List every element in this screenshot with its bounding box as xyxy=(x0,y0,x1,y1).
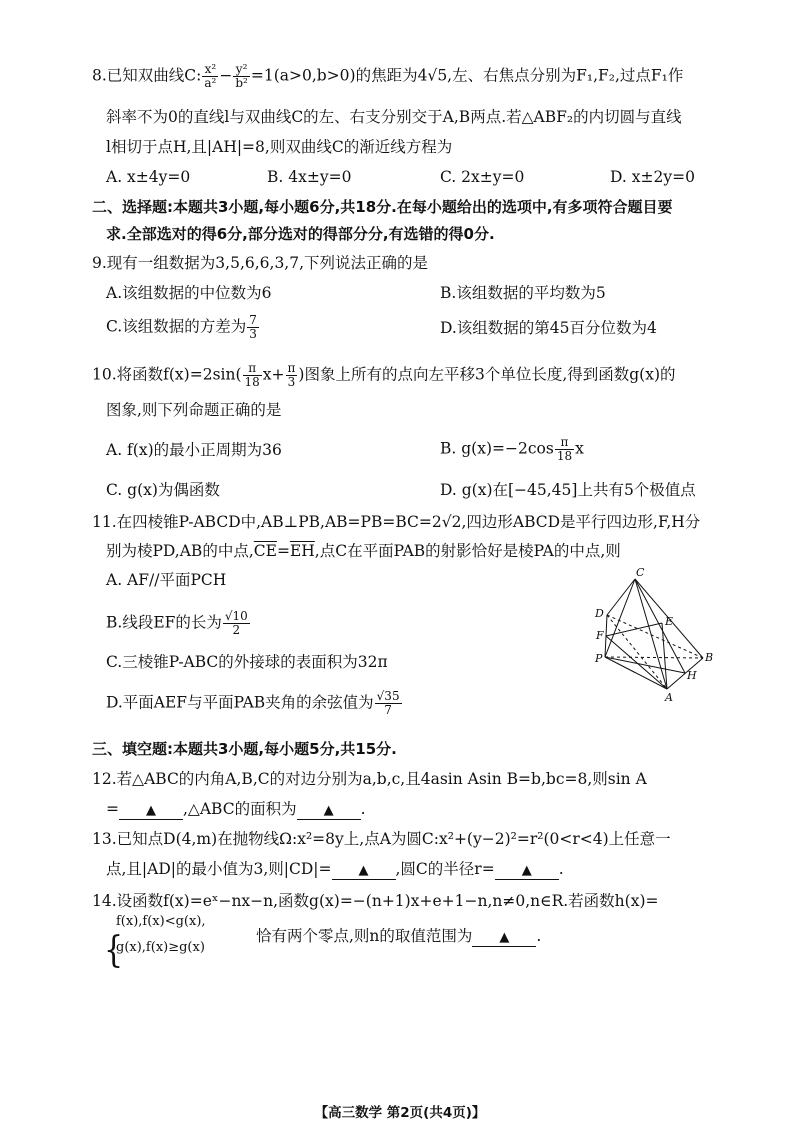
edge-CD xyxy=(607,579,635,615)
q10-option-d: D. g(x)在[−45,45]上共有5个极值点 xyxy=(440,481,696,499)
q8-line2: 斜率不为0的直线l与双曲线C的左、右支分别交于A,B两点.若△ABF₂的内切圆与直线 xyxy=(106,108,682,126)
q11-line1: 11.在四棱锥P-ABCD中,AB⊥PB,AB=PB=BC=2√2,四边形ABCD是平行四边形,F,H分 xyxy=(92,513,701,531)
q9-option-b: B.该组数据的平均数为5 xyxy=(440,284,606,302)
edge-CA xyxy=(635,579,667,689)
label-H: H xyxy=(687,669,697,682)
pyramid-figure xyxy=(585,565,725,705)
q8-option-b: B. 4x±y=0 xyxy=(267,168,352,186)
q8-frac-y: $\frac{\text{y²}}{\text{b²}}$ xyxy=(235,62,248,90)
edge-DA-hidden xyxy=(607,615,667,689)
q14-blank-1: ▲ xyxy=(472,930,536,947)
section3-heading: 三、填空题:本题共3小题,每小题5分,共15分. xyxy=(92,740,397,758)
q8-frac-x: $\frac{\text{x²}}{\text{a²}}$ xyxy=(204,62,217,90)
q14-piece-1: f(x),f(x)<g(x), xyxy=(116,914,206,929)
q14-piece-2: g(x),f(x)≥g(x) xyxy=(116,940,205,955)
label-E: E xyxy=(665,615,674,628)
page-footer: 【高三数学 第2页(共4页)】 xyxy=(314,1105,486,1121)
q11-option-b: B.线段EF的长为 $\frac{√10}{2}$ xyxy=(106,609,248,637)
q11-line2: 别为棱PD,AB的中点$,\overline{CE}=\overline{EH}$,点C在平面PAB的射影恰好是棱PA的中点,则 xyxy=(106,542,621,560)
edge-PB-hidden xyxy=(605,657,703,658)
section2-heading-line1: 二、选择题:本题共3小题,每小题6分,共18分.在每小题给出的选项中,有多项符合题目要 xyxy=(92,198,673,216)
label-C: C xyxy=(636,566,645,579)
q10-option-b: B. g(x)=−2cos $\frac{\pi}{18}$ x xyxy=(440,435,584,463)
q14-piecewise xyxy=(116,914,206,956)
label-D: D xyxy=(595,607,604,620)
q8-line1: 8.已知双曲线C: $\frac{\text{x²}}{\text{a²}}$ − $\frac{\text{y²}}{\text{b²}}$ =1(a>0,b>0)的焦距为4√5,左、右焦点分别为F₁,F₂,过点F₁作 xyxy=(92,62,684,90)
section2-heading-line2: 求.全部选对的得6分,部分选对的得部分分,有选错的得0分. xyxy=(106,225,495,243)
edge-FE xyxy=(606,623,662,636)
q11-option-c: C.三棱锥P-ABC的外接球的表面积为32π xyxy=(106,653,388,671)
edge-DB-hidden xyxy=(607,615,703,658)
edge-CP xyxy=(605,579,635,657)
q8-option-d: D. x±2y=0 xyxy=(610,168,695,186)
label-P: P xyxy=(595,652,603,665)
q14-line1: 14.设函数f(x)=eˣ−nx−n,函数g(x)=−(n+1)x+e+1−n,n≠0,n∈R.若函数h(x)= xyxy=(92,892,659,910)
q8-line3: l相切于点H,且|AH|=8,则双曲线C的渐近线方程为 xyxy=(106,138,453,156)
q8-option-c: C. 2x±y=0 xyxy=(440,168,525,186)
edge-PH xyxy=(605,657,685,673)
q9-option-a: A.该组数据的中位数为6 xyxy=(106,284,272,302)
q12-line1: 12.若△ABC的内角A,B,C的对边分别为a,b,c,且4asin Asin B=b,bc=8,则sin A xyxy=(92,770,647,788)
q8-option-a: A. x±4y=0 xyxy=(106,168,191,186)
q13-line2: 点,且|AD|的最小值为3,则|CD|= ▲ ,圆C的半径r= ▲ . xyxy=(106,860,564,878)
label-A: A xyxy=(665,691,673,704)
q13-line1: 13.已知点D(4,m)在抛物线Ω:x²=8y上,点A为圆C:x²+(y−2)²=r²(0<r<4)上任意一 xyxy=(92,830,671,848)
q12-line2: = ▲ ,△ABC的面积为 ▲ . xyxy=(106,800,366,818)
q10-option-a: A. f(x)的最小正周期为36 xyxy=(106,441,282,459)
q13-blank-2: ▲ xyxy=(495,863,559,880)
q9-option-d: D.该组数据的第45百分位数为4 xyxy=(440,319,657,337)
q10-line1: 10.将函数f(x)=2sin( $\frac{\pi}{18}$ x+ $\frac{\pi}{3}$ )图象上所有的点向左平移3个单位长度,得到函数g(x)的 xyxy=(92,361,676,389)
q13-blank-1: ▲ xyxy=(332,863,396,880)
label-F: F xyxy=(596,629,604,642)
q9-stem: 9.现有一组数据为3,5,6,6,3,7,下列说法正确的是 xyxy=(92,254,429,272)
q11-option-d: D.平面AEF与平面PAB夹角的余弦值为 $\frac{√35}{7}$ xyxy=(106,689,400,717)
q12-blank-1: ▲ xyxy=(119,803,183,820)
label-B: B xyxy=(705,651,714,664)
edge-AB xyxy=(667,658,703,689)
q9-option-c: C.该组数据的方差为 $\frac{7}{3}$ xyxy=(106,313,257,341)
piecewise-brace: { xyxy=(104,929,124,972)
q12-blank-2: ▲ xyxy=(297,803,361,820)
q10-line2: 图象,则下列命题正确的是 xyxy=(106,401,282,419)
q11-option-a: A. AF//平面PCH xyxy=(106,571,227,589)
q14-line2: 恰有两个零点,则n的取值范围为 ▲ . xyxy=(256,927,542,945)
q10-option-c: C. g(x)为偶函数 xyxy=(106,481,220,499)
